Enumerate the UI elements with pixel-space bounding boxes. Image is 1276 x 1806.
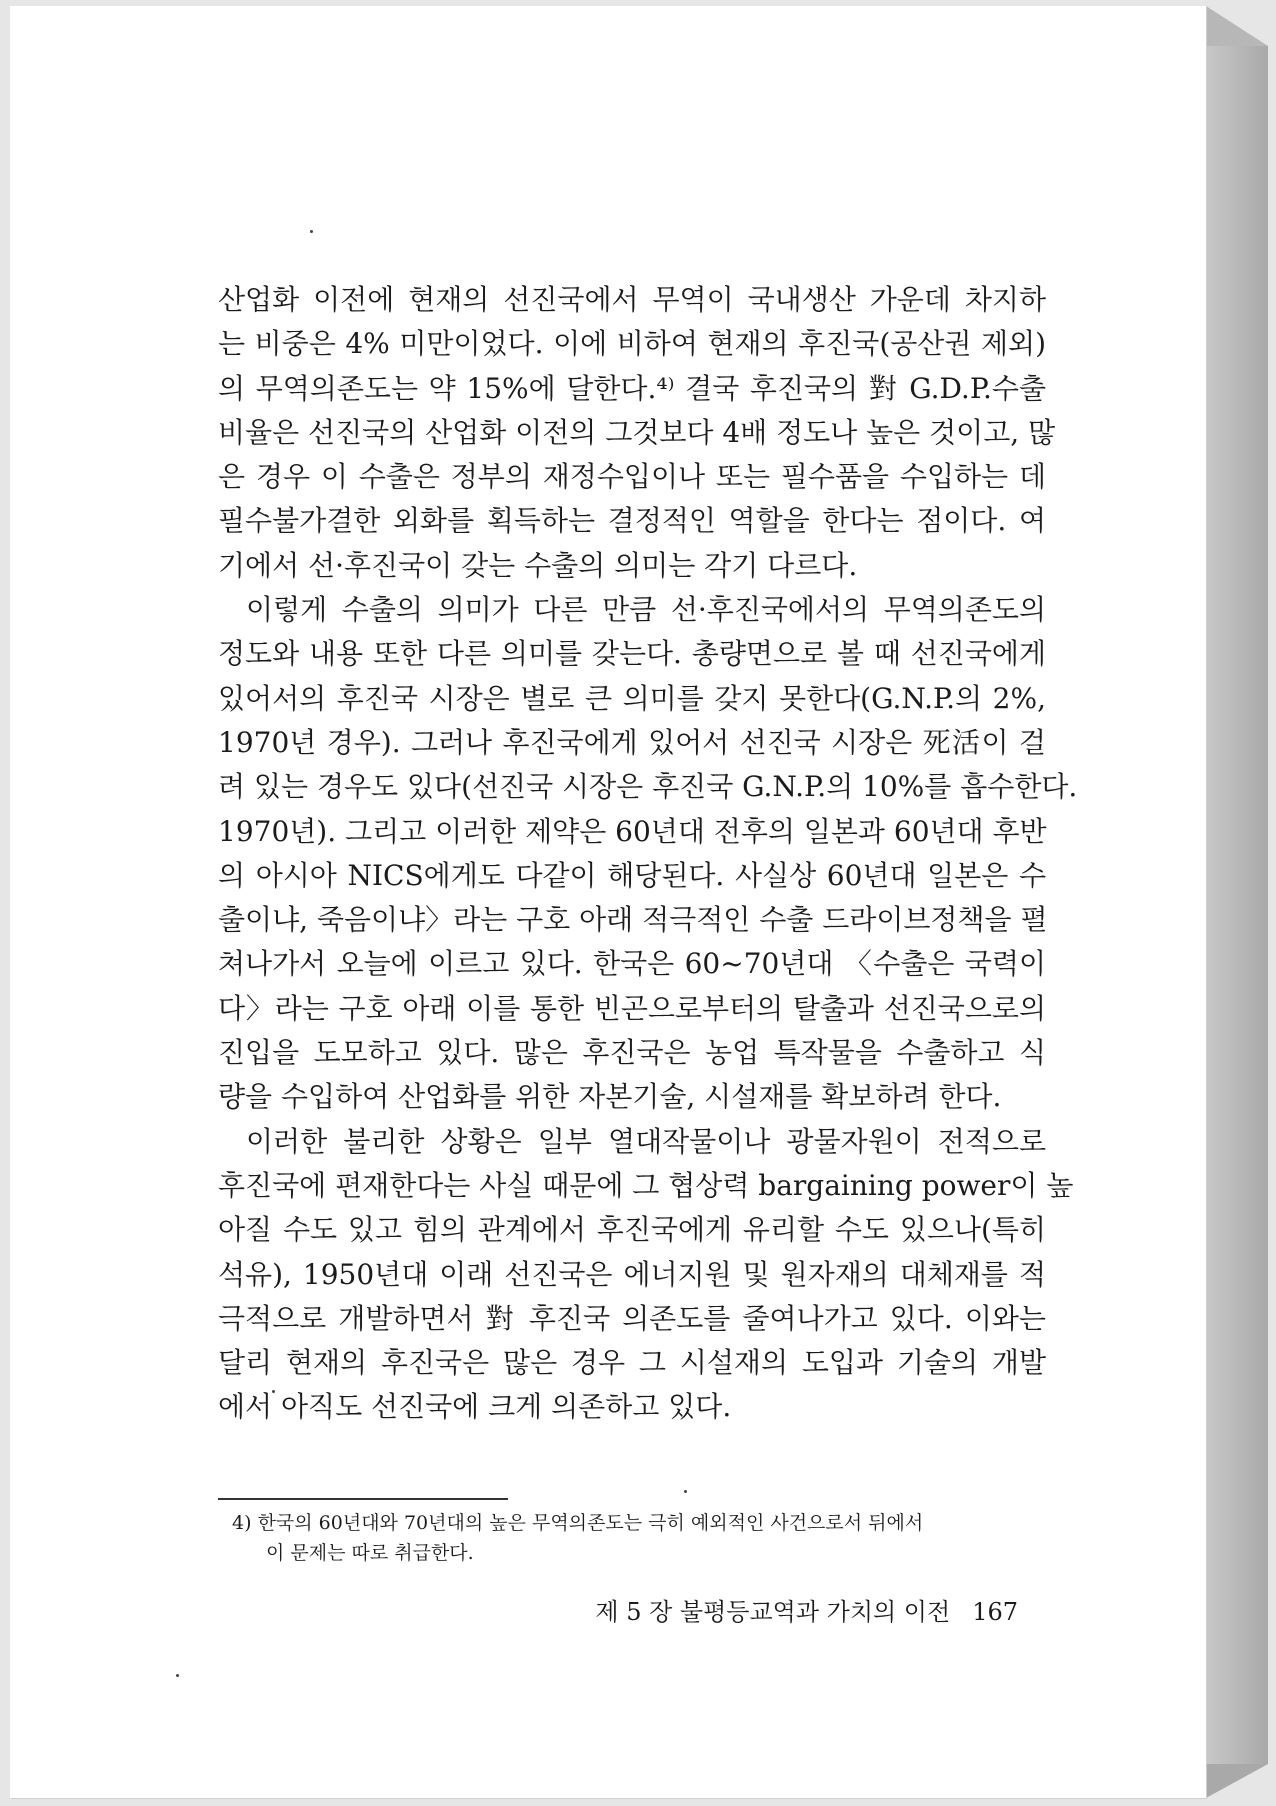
footnote-divider — [218, 1498, 508, 1500]
text-line: 려 있는 경우도 있다(선진국 시장은 후진국 G.N.P.의 10%를 흡수한다. — [218, 770, 1078, 804]
page-edge-side — [1206, 46, 1268, 1764]
scan-speck — [684, 1490, 687, 1493]
footnote-line — [232, 1508, 1044, 1538]
text-line: 에서 아직도 선진국에 크게 의존하고 있다. — [218, 1390, 732, 1424]
text-line: 아질 수도 있고 힘의 관계에서 후진국에게 유리할 수도 있으나(특히 — [218, 1213, 1046, 1247]
text-line: 석유), 1950년대 이래 선진국은 에너지원 및 원자재의 대체재를 적 — [218, 1257, 1046, 1291]
running-footer — [578, 1592, 1018, 1627]
text-line: 이러한 불리한 상황은 일부 열대작물이나 광물자원이 전적으로 — [246, 1124, 1046, 1158]
footnote-text: 한국의 60년대와 70년대의 높은 무역의존도는 극히 예외적인 사건으로서 뒤에서 — [257, 1512, 924, 1534]
text-line: 1970년 경우). 그러나 후진국에게 있어서 선진국 시장은 死活이 걸 — [218, 725, 1046, 759]
text-line: 있어서의 후진국 시장은 별로 큰 의미를 갖지 못한다(G.N.P.의 2%, — [218, 681, 1046, 715]
text-line: 진입을 도모하고 있다. 많은 후진국은 농업 특작물을 수출하고 식 — [218, 1036, 1046, 1070]
text-line: 의 아시아 NICS에게도 다같이 해당된다. 사실상 60년대 일본은 수 — [218, 858, 1046, 892]
scan-speck — [310, 230, 313, 233]
text-line: 산업화 이전에 현재의 선진국에서 무역이 국내생산 가운데 차지하 — [218, 283, 1046, 316]
footnote-line: 이 문제는 따로 취급한다. — [266, 1542, 474, 1564]
text-line: 후진국에 편재한다는 사실 때문에 그 협상력 bargaining power이 높 — [218, 1168, 1074, 1202]
text-line: 기에서 선·후진국이 갖는 수출의 의미는 각기 다르다. — [218, 548, 858, 582]
text-line: 는 비중은 4% 미만이었다. 이에 비하여 현재의 후진국(공산권 제외) — [218, 327, 1046, 361]
text-line: 은 경우 이 수출은 정부의 재정수입이나 또는 필수품을 수입하는 데 — [218, 460, 1046, 494]
text-line: 의 무역의존도는 약 15%에 달한다.⁴⁾ 결국 후진국의 對 G.D.P.수출 — [218, 371, 1046, 405]
text-line: 다〉라는 구호 아래 이를 통한 빈곤으로부터의 탈출과 선진국으로의 — [218, 991, 1046, 1025]
text-line: 달리 현재의 후진국은 많은 경우 그 시설재의 도입과 기술의 개발 — [218, 1346, 1046, 1380]
text-line: 량을 수입하여 산업화를 위한 자본기술, 시설재를 확보하려 한다. — [218, 1080, 1002, 1114]
text-line: 이렇게 수출의 의미가 다른 만큼 선·후진국에서의 무역의존도의 — [246, 593, 1046, 627]
chapter-title: 제 5 장 불평등교역과 가치의 이전 — [595, 1598, 951, 1626]
footnote — [232, 1508, 1044, 1568]
text-line: 1970년). 그리고 이러한 제약은 60년대 전후의 일본과 60년대 후반 — [218, 814, 1047, 848]
text-line: 출이냐, 죽음이냐〉라는 구호 아래 적극적인 수출 드라이브정책을 펼 — [218, 903, 1048, 937]
scan-speck — [176, 1674, 179, 1677]
page-edge-bottom — [1206, 1764, 1268, 1798]
text-line: 정도와 내용 또한 다른 의미를 갖는다. 총량면으로 볼 때 선진국에게 — [218, 637, 1046, 671]
page-number: 167 — [972, 1598, 1018, 1626]
text-line: 쳐나가서 오늘에 이르고 있다. 한국은 60~70년대 〈수출은 국력이 — [218, 947, 1046, 981]
footnote-marker: 4) — [232, 1512, 252, 1534]
text-line: 극적으로 개발하면서 對 후진국 의존도를 줄여나가고 있다. 이와는 — [218, 1301, 1046, 1335]
body-text — [218, 278, 1078, 1430]
text-line: 비율은 선진국의 산업화 이전의 그것보다 4배 정도나 높은 것이고, 많 — [218, 415, 1056, 449]
text-line: 필수불가결한 외화를 획득하는 결정적인 역할을 한다는 점이다. 여 — [218, 504, 1046, 538]
page-edge-top — [1206, 6, 1268, 46]
